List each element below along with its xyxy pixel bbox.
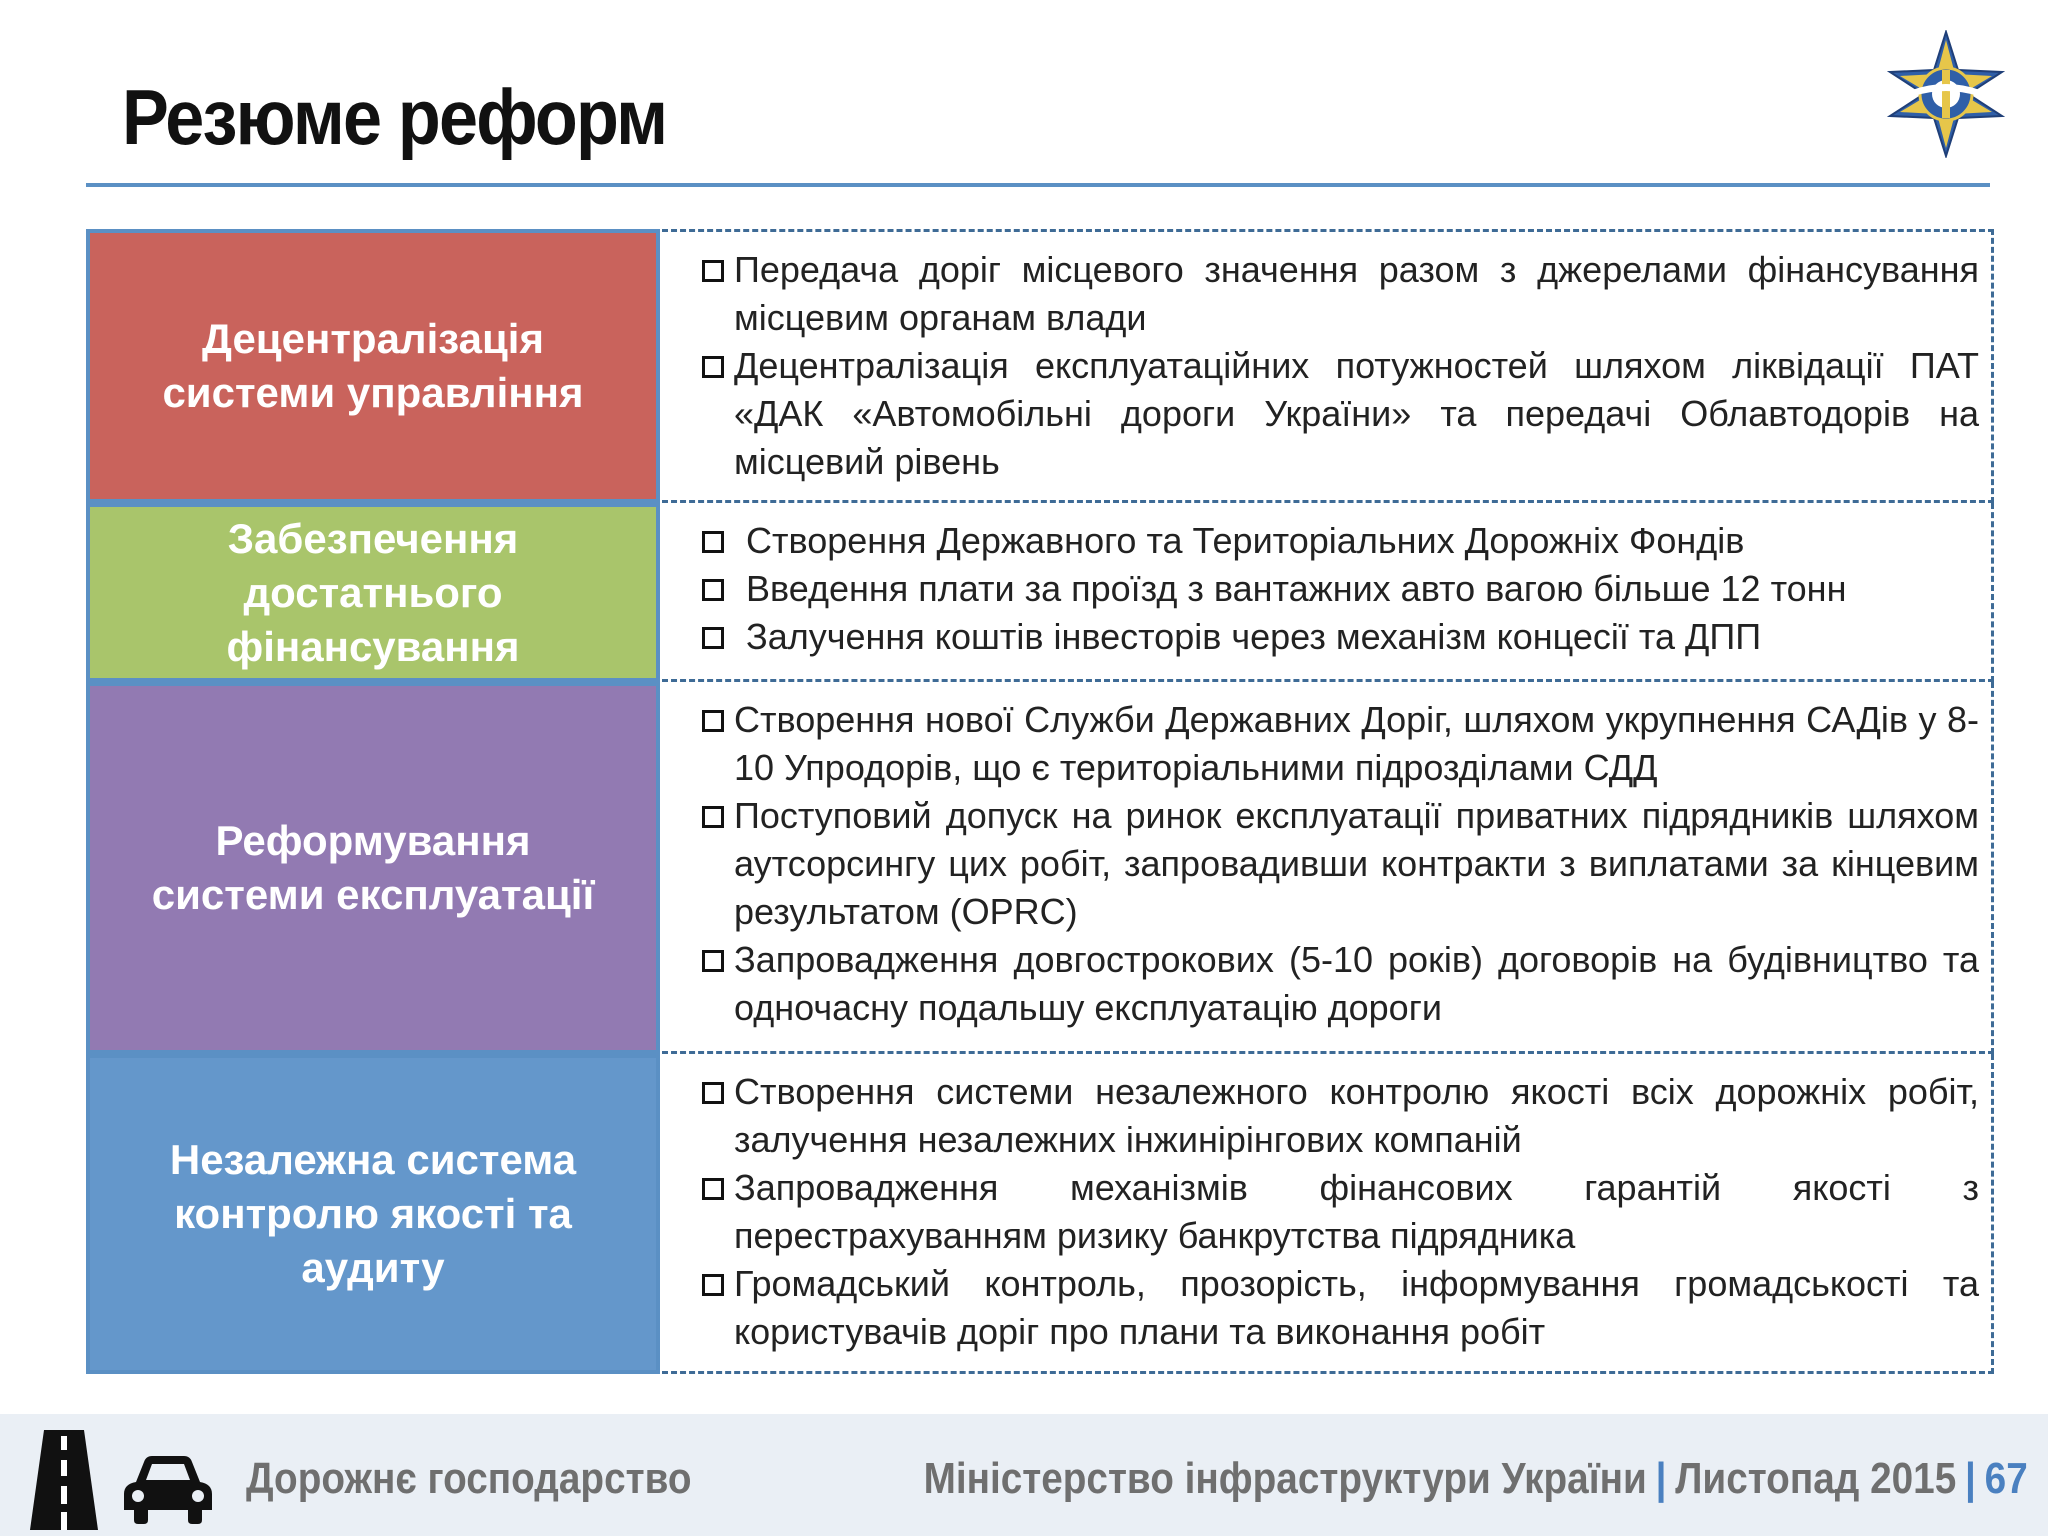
list-item: Децентралізація експлуатаційних потужностей шляхом ліквідації ПАТ «ДАК «Автомобільні дороги України» та передачі Облавтодорів на місцевий рівень	[702, 342, 1979, 486]
checkbox-icon	[702, 356, 724, 378]
checkbox-icon	[702, 627, 724, 649]
footer-section-title: Дорожнє господарство	[246, 1454, 692, 1503]
reform-items	[662, 1054, 1994, 1374]
footer-bar	[0, 1414, 2048, 1536]
checkbox-icon	[702, 1178, 724, 1200]
checkbox-icon	[702, 710, 724, 732]
list-item: Передача доріг місцевого значення разом з джерелами фінансування місцевим органам влади	[702, 246, 1979, 342]
reform-row	[86, 682, 1994, 1054]
checkbox-icon	[702, 579, 724, 601]
list-item: Створення системи незалежного контролю якості всіх дорожніх робіт, залучення незалежних інжинірінгових компаній	[702, 1068, 1979, 1164]
footer-separator: |	[1965, 1454, 1977, 1503]
checkbox-icon	[702, 531, 724, 553]
list-item: Створення Державного та Територіальних Дорожніх Фондів	[702, 517, 1979, 565]
footer-info	[924, 1454, 2028, 1504]
reform-items	[662, 503, 1994, 682]
list-item: Запровадження довгострокових (5-10 років) договорів на будівництво та одночасну подальшу експлуатацію дороги	[702, 936, 1979, 1032]
list-item: Залучення коштів інвесторів через механізм концесії та ДПП	[702, 613, 1979, 661]
list-item: Поступовий допуск на ринок експлуатації приватних підрядників шляхом аутсорсингу цих робіт, запровадивши контракти з виплатами за кінцевим результатом (OPRC)	[702, 792, 1979, 936]
category-decentralization: Децентралізація системи управління	[86, 229, 660, 503]
page-number: 67	[1984, 1454, 2028, 1503]
category-financing: Забезпечення достатнього фінансування	[86, 503, 660, 682]
page-title: Резюме реформ	[122, 73, 667, 161]
checkbox-icon	[702, 1082, 724, 1104]
category-quality-control: Незалежна система контролю якості та аудиту	[86, 1054, 660, 1374]
list-item: Запровадження механізмів фінансових гарантій якості з перестрахуванням ризику банкрутства підрядника	[702, 1164, 1979, 1260]
title-divider	[86, 183, 1990, 187]
reform-items	[662, 682, 1994, 1054]
reform-row	[86, 229, 1994, 503]
footer-separator: |	[1655, 1454, 1667, 1503]
ministry-name: Міністерство інфраструктури України	[923, 1454, 1648, 1503]
checkbox-icon	[702, 950, 724, 972]
road-icon	[30, 1430, 98, 1530]
reform-row	[86, 1054, 1994, 1374]
reforms-table	[86, 229, 1994, 1374]
reform-row	[86, 503, 1994, 682]
checkbox-icon	[702, 260, 724, 282]
car-icon	[122, 1452, 214, 1524]
footer-date: Листопад 2015	[1675, 1454, 1957, 1503]
list-item: Введення плати за проїзд з вантажних авто вагою більше 12 тонн	[702, 565, 1979, 613]
reform-items	[662, 229, 1994, 503]
list-item: Громадський контроль, прозорість, інформування громадськості та користувачів доріг про плани та виконання робіт	[702, 1260, 1979, 1356]
checkbox-icon	[702, 1274, 724, 1296]
checkbox-icon	[702, 806, 724, 828]
list-item: Створення нової Служби Державних Доріг, шляхом укрупнення САДів у 8-10 Упродорів, що є територіальними підрозділами СДД	[702, 696, 1979, 792]
agency-emblem-icon	[1882, 30, 2010, 158]
category-operations: Реформування системи експлуатації	[86, 682, 660, 1054]
